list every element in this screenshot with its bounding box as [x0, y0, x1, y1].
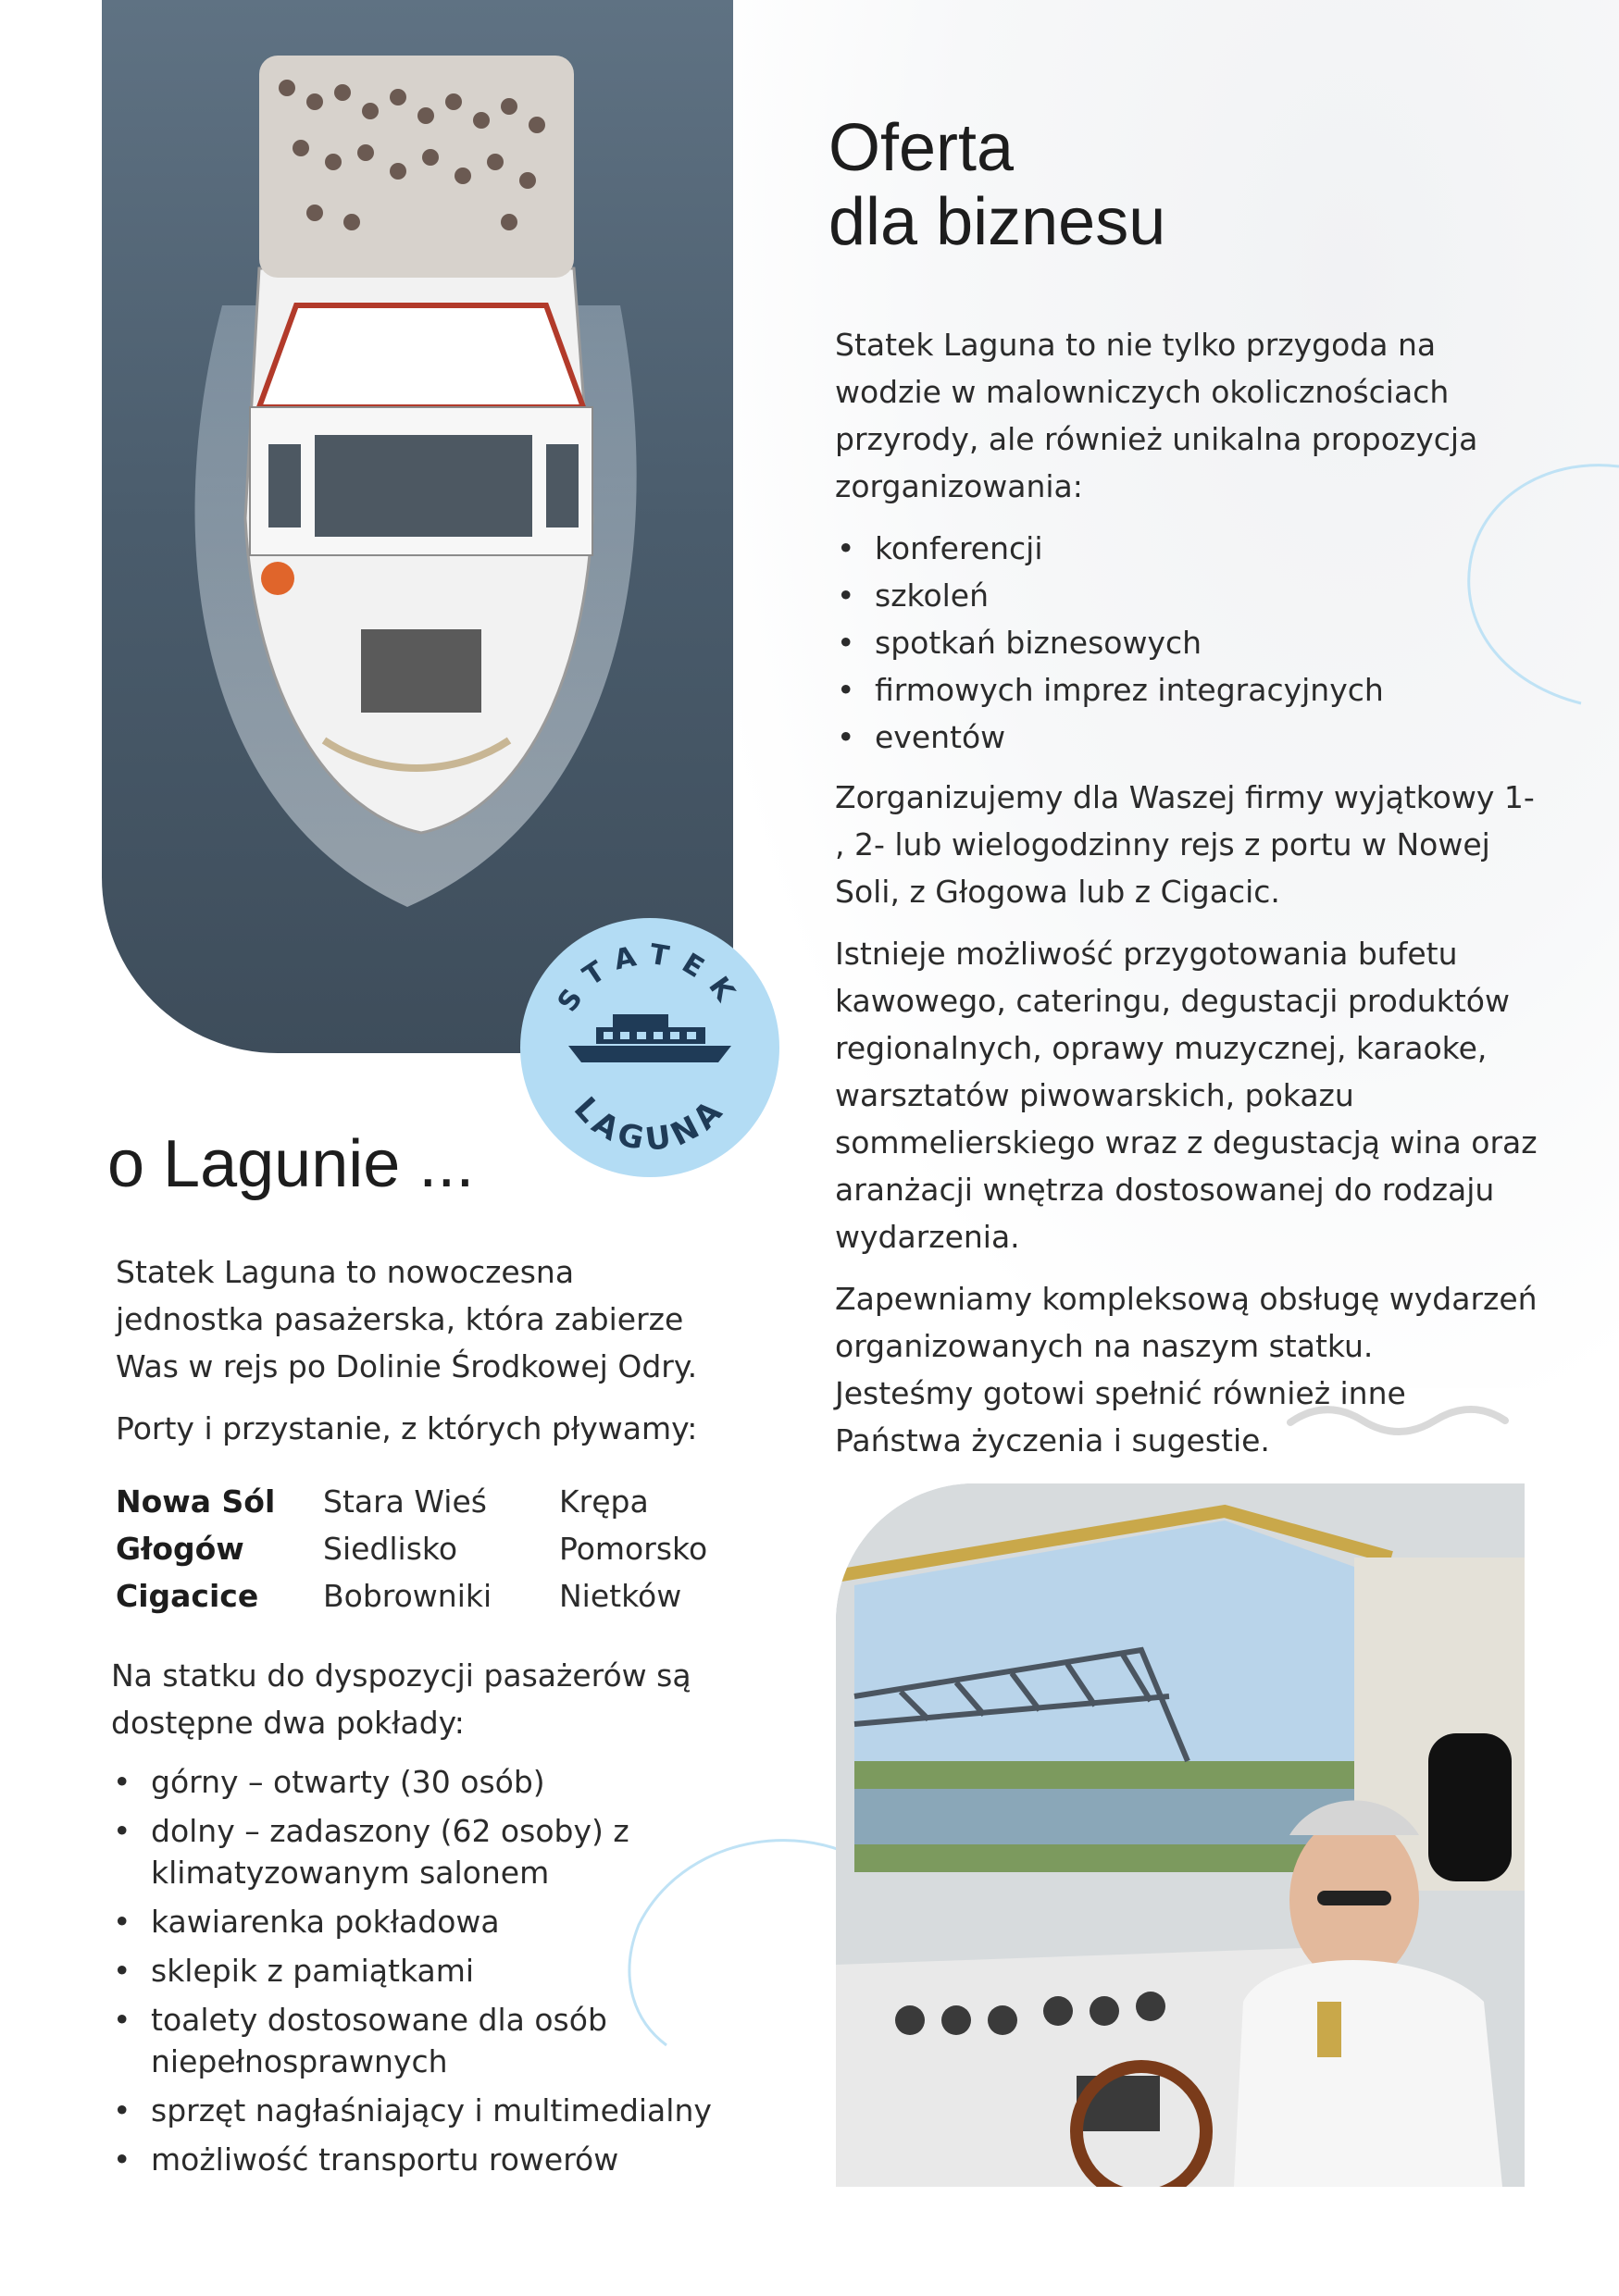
port-name: Cigacice: [116, 1578, 259, 1614]
list-item: • górny – otwarty (30 osób): [111, 1761, 722, 1803]
port-name: Głogów: [116, 1531, 244, 1567]
port-name: Siedlisko: [323, 1531, 458, 1567]
statek-laguna-logo: [520, 918, 779, 1177]
wave-decoration: [1287, 1402, 1509, 1439]
port-name: Nowa Sól: [116, 1483, 276, 1520]
svg-text:STATEK: [552, 938, 749, 1018]
decks-heading: Na statku do dyspozycji pasażerów są dostępne dwa pokłady:: [111, 1657, 691, 1741]
list-item: • firmowych imprez integracyjnych: [835, 666, 1538, 714]
port-name: Krępa: [559, 1483, 649, 1520]
about-section: [116, 1248, 727, 1467]
about-title: o Lagunie ...: [107, 1127, 475, 1201]
svg-text:LAGUNA: [567, 1090, 733, 1159]
offer-intro: Statek Laguna to nie tylko przygoda na wodzie w malowniczych okolicznościach przyrody, ale również unikalna propozycja zorganizowania:: [835, 327, 1478, 504]
port-name: Pomorsko: [559, 1531, 708, 1567]
about-intro: Statek Laguna to nowoczesna jednostka pasażerska, która zabierze Was w rejs po Dolinie Środkowej Odry.: [116, 1254, 698, 1384]
port-name: Bobrowniki: [323, 1578, 492, 1614]
ports-heading: Porty i przystanie, z których pływamy:: [116, 1410, 698, 1446]
offer-cruise-paragraph: Zorganizujemy dla Waszej firmy wyjątkowy 1- , 2- lub wielogodzinny rejs z portu w Nowej Soli, z Głogowa lub z Cigacic.: [835, 779, 1535, 910]
ring-decoration: [1433, 463, 1619, 722]
offer-title: Oferta dla biznesu: [828, 111, 1166, 259]
ports-table: [116, 1478, 707, 1620]
logo-text-top: STATEK: [551, 937, 749, 1018]
list-item: • sklepik z pamiątkami: [111, 1950, 722, 1992]
decks-section: [111, 1652, 722, 2193]
offer-service-paragraph: Zapewniamy kompleksową obsługę wydarzeń organizowanych na naszym statku.: [835, 1281, 1538, 1364]
list-item: • spotkań biznesowych: [835, 619, 1538, 666]
offer-wishes-paragraph: Jesteśmy gotowi spełnić również inne Państwa życzenia i sugestie.: [835, 1375, 1406, 1458]
list-item: • kawiarenka pokładowa: [111, 1901, 722, 1942]
ship-icon: [568, 1014, 731, 1062]
features-list: [111, 1761, 722, 2180]
captain-bridge-photo: [836, 1483, 1525, 2187]
list-item: • eventów: [835, 714, 1538, 761]
list-item: • sprzęt nagłaśniający i multimedialny: [111, 2090, 722, 2131]
port-name: Stara Wieś: [323, 1483, 487, 1520]
list-item: • konferencji: [835, 525, 1538, 572]
list-item: • szkoleń: [835, 572, 1538, 619]
list-item: • toalety dostosowane dla osób niepełnosprawnych: [111, 1999, 722, 2082]
port-name: Nietków: [559, 1578, 682, 1614]
boat-photo: [102, 0, 733, 1053]
list-item: • możliwość transportu rowerów: [111, 2139, 722, 2180]
list-item: • dolny – zadaszony (62 osoby) z klimatyzowanym salonem: [111, 1810, 722, 1893]
logo-text-bottom: LAGUNA: [566, 1089, 734, 1160]
offer-services-paragraph: Istnieje możliwość przygotowania bufetu kawowego, cateringu, degustacji produktów regionalnych, oprawy muzycznej, karaoke, warsztatów piwowarskich, pokazu sommelierskiego wraz z degustacją wina oraz aranżacji wnętrza dostosowanej do rodzaju wydarzenia.: [835, 936, 1538, 1255]
